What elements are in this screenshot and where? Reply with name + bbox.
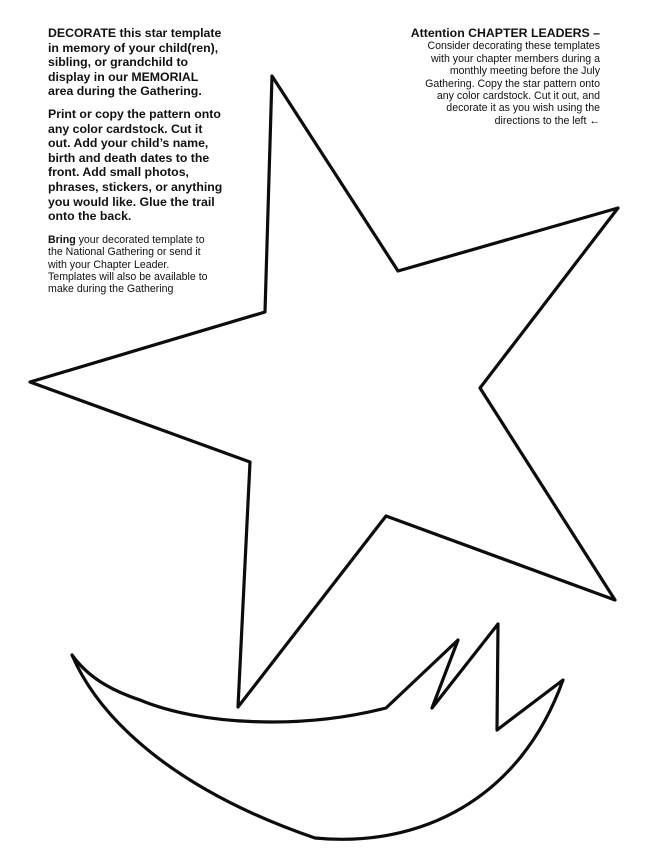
memorial-instructions <box>48 26 226 296</box>
left-arrow-icon: ← <box>589 114 600 127</box>
shooting-star-trail-outline <box>72 624 563 839</box>
decorate-text: this star template in memory of your child(ren), sibling, or grandchild to display in our MEMORIAL area during the Gathering. <box>48 26 222 99</box>
chapter-leaders-heading: Attention CHAPTER LEADERS – <box>410 26 600 40</box>
chapter-leaders-paragraph <box>410 26 600 127</box>
chapter-leaders-note <box>410 26 600 127</box>
bring-paragraph <box>48 234 208 296</box>
decorate-paragraph <box>48 26 226 99</box>
chapter-leaders-text: Consider decorating these templates with your chapter members during a monthly meeting before the July Gathering. Copy the star pattern onto any color cardstock. Cut it out, and decorate it as you wish using the directions to the left <box>425 40 600 127</box>
bring-text: your decorated template to the National Gathering or send it with your Chapter Leader. Templates will also be available to make during the Gathering <box>48 233 208 296</box>
bring-lead: Bring <box>48 233 76 246</box>
print-instructions-paragraph: Print or copy the pattern onto any color cardstock. Cut it out. Add your child’s name, birth and death dates to the front. Add small photos, phrases, stickers, or anything you would like. Glue the trail onto the back. <box>48 106 223 224</box>
decorate-lead: DECORATE <box>48 26 117 40</box>
